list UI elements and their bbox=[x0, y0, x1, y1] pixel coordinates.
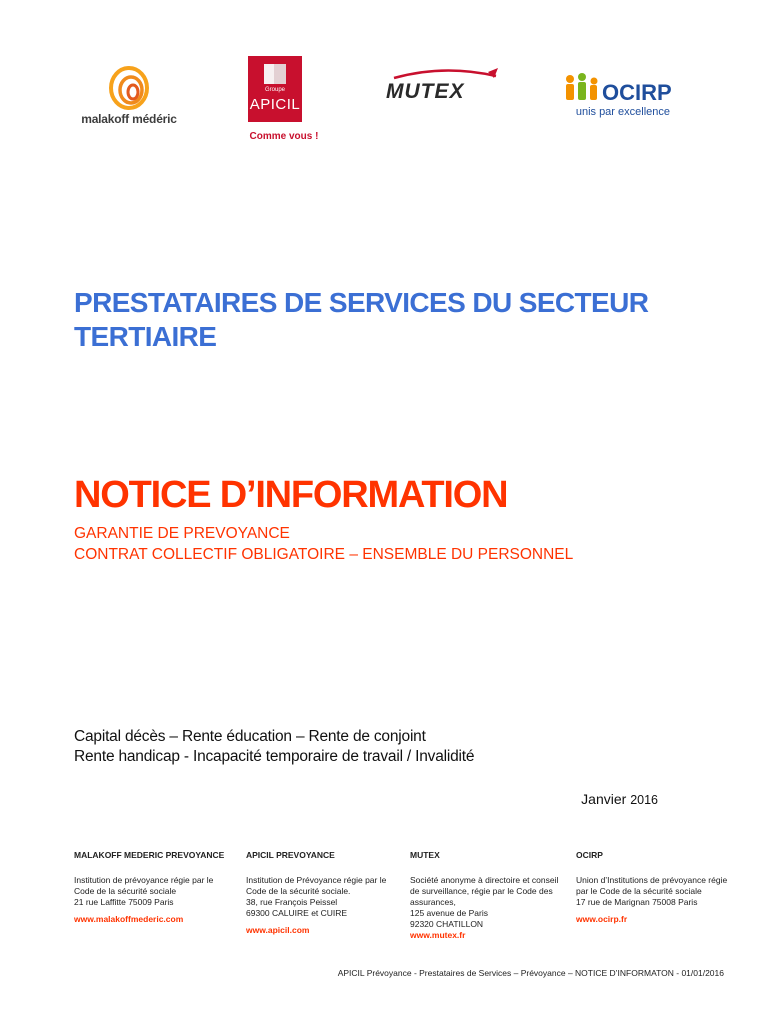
apicil-groupe-label: Groupe bbox=[264, 87, 285, 93]
institution-url-link[interactable]: www.malakoffmederic.com bbox=[74, 914, 184, 924]
sector-title-line-2: TERTIAIRE bbox=[74, 321, 217, 352]
institution-line: Code de la sécurité sociale bbox=[74, 886, 177, 896]
institution-line: 21 rue Laffitte 75009 Paris bbox=[74, 897, 174, 907]
institution-url-link[interactable]: www.ocirp.fr bbox=[576, 914, 628, 924]
notice-subtitle-guarantee: GARANTIE DE PREVOYANCE bbox=[74, 525, 290, 542]
notice-subtitle-contract: CONTRAT COLLECTIF OBLIGATOIRE – ENSEMBLE DU PERSONNEL bbox=[74, 546, 574, 563]
institution-line: 17 rue de Marignan 75008 Paris bbox=[576, 897, 698, 907]
apicil-window-icon bbox=[248, 56, 302, 86]
apicil-logo bbox=[244, 56, 324, 146]
institution-line: Code de la sécurité sociale. bbox=[246, 886, 351, 896]
page-footer: APICIL Prévoyance - Prestataires de Services – Prévoyance – NOTICE D’INFORMATON - 01/01/2016 bbox=[337, 968, 724, 978]
institution-mutex bbox=[410, 850, 570, 941]
malakoff-swirl-icon bbox=[74, 64, 184, 112]
institution-url-link[interactable]: www.apicil.com bbox=[246, 925, 310, 935]
institution-line: de surveillance, régie par le Code des bbox=[410, 886, 553, 896]
institution-line: Institution de prévoyance régie par le bbox=[74, 875, 214, 885]
institution-url-link[interactable]: www.mutex.fr bbox=[410, 930, 466, 940]
ocirp-logo bbox=[560, 70, 680, 124]
institution-name: OCIRP bbox=[576, 850, 603, 860]
ocirp-wordmark: OCIRP bbox=[602, 80, 672, 105]
institution-name: MALAKOFF MEDERIC PREVOYANCE bbox=[74, 850, 225, 860]
sector-title-line-1: PRESTATAIRES DE SERVICES DU SECTEUR bbox=[74, 287, 649, 318]
institution-apicil bbox=[246, 850, 406, 936]
mutex-wordmark: MUTEX bbox=[386, 80, 465, 103]
institution-line: assurances, bbox=[410, 897, 456, 907]
date-month: Janvier bbox=[581, 791, 627, 807]
ocirp-slogan: unis par excellence bbox=[575, 106, 670, 118]
institution-name: APICIL PREVOYANCE bbox=[246, 850, 335, 860]
institution-line: par le Code de la sécurité sociale bbox=[576, 886, 702, 896]
institution-line: Institution de Prévoyance régie par le bbox=[246, 875, 387, 885]
malakoff-wordmark: malakoff médéric bbox=[81, 112, 177, 126]
institution-line: 92320 CHATILLON bbox=[410, 919, 484, 929]
apicil-wordmark: APICIL bbox=[249, 96, 301, 113]
mutex-logo bbox=[384, 66, 504, 110]
sector-title bbox=[74, 286, 694, 354]
institution-name: MUTEX bbox=[410, 850, 440, 860]
coverage-line-2: Rente handicap - Incapacité temporaire de travail / Invalidité bbox=[74, 748, 475, 765]
institution-line: Union d’Institutions de prévoyance régie bbox=[576, 875, 728, 885]
institution-ocirp bbox=[576, 850, 736, 925]
institution-line: Société anonyme à directoire et conseil bbox=[410, 875, 559, 885]
institution-line: 38, rue François Peissel bbox=[246, 897, 338, 907]
institution-line: 69300 CALUIRE et CUIRE bbox=[246, 908, 348, 918]
document-date bbox=[581, 791, 658, 807]
institution-line: 125 avenue de Paris bbox=[410, 908, 488, 918]
coverage-line-1: Capital décès – Rente éducation – Rente de conjoint bbox=[74, 728, 426, 745]
institution-malakoff bbox=[74, 850, 234, 925]
notice-title: NOTICE D’INFORMATION bbox=[74, 474, 508, 516]
apicil-slogan: Comme vous ! bbox=[249, 131, 319, 142]
malakoff-mederic-logo bbox=[74, 64, 184, 134]
date-year: 2016 bbox=[630, 793, 658, 807]
ocirp-people-icon bbox=[560, 70, 604, 106]
